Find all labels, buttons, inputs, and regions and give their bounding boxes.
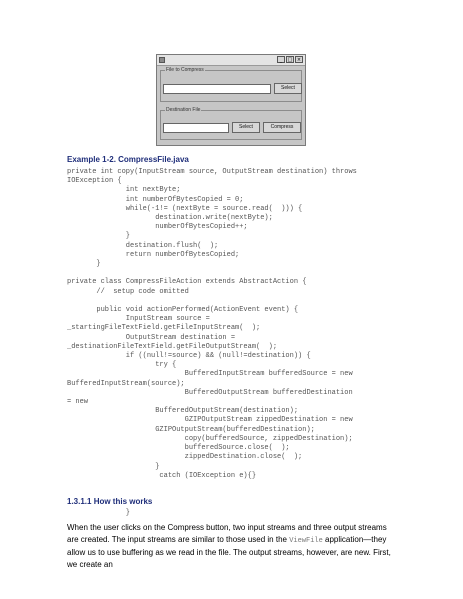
- code-line: private class CompressFileAction extends AbstractAction {: [67, 278, 307, 287]
- code-line: public void actionPerformed(ActionEvent event) {: [67, 306, 299, 315]
- code-line: int numberOfBytesCopied = 0;: [67, 195, 244, 204]
- select-destination-button[interactable]: Select: [232, 122, 260, 133]
- minimize-icon[interactable]: _: [277, 56, 285, 63]
- code-line: try {: [67, 361, 177, 370]
- code-line: IOException {: [67, 177, 122, 186]
- code-line: = new: [67, 398, 89, 407]
- code-line: OutputStream destination =: [67, 333, 236, 342]
- window-titlebar: [157, 55, 305, 66]
- code-line: GZIPOutputStream zippedDestination = new: [67, 416, 353, 425]
- select-source-button[interactable]: Select: [274, 83, 302, 94]
- code-line: GZIPOutputStream(bufferedDestination);: [67, 425, 315, 434]
- code-line: while(-1!= (nextByte = source.read( ))) {: [67, 204, 303, 213]
- code-line: copy(bufferedSource, zippedDestination);: [67, 434, 353, 443]
- destination-file-input[interactable]: [163, 123, 229, 133]
- code-line: BufferedOutputStream bufferedDestination: [67, 388, 353, 397]
- section-heading: 1.3.1.1 How this works: [67, 497, 153, 506]
- destination-file-group: [160, 107, 302, 140]
- source-file-label: File to Compress: [166, 67, 204, 73]
- example-heading: Example 1-2. CompressFile.java: [67, 155, 189, 164]
- code-line: BufferedInputStream(source);: [67, 379, 185, 388]
- code-line: private int copy(InputStream source, OutputStream destination) throws: [67, 168, 357, 176]
- code-line: }: [67, 260, 101, 269]
- code-line: _startingFileTextField.getFileInputStream( );: [67, 324, 261, 333]
- code-line: numberOfBytesCopied++;: [67, 223, 248, 232]
- code-line: zippedDestination.close( );: [67, 453, 303, 462]
- source-file-input[interactable]: [163, 84, 271, 94]
- code-line: }: [67, 232, 131, 241]
- code-line: destination.flush( );: [67, 241, 219, 250]
- code-line: BufferedOutputStream(destination);: [67, 407, 299, 416]
- code-listing: [67, 168, 357, 518]
- paragraph-text-2: application—they allow us to use buffering as we read in the file. The output streams, however, are new. First, we create an: [67, 535, 391, 569]
- source-file-group: [160, 67, 302, 102]
- code-line: return numberOfBytesCopied;: [67, 250, 240, 259]
- app-window-screenshot: [156, 54, 306, 146]
- code-line: catch (IOException e){}: [67, 471, 257, 480]
- maximize-icon[interactable]: □: [287, 57, 293, 63]
- code-line: InputStream source =: [67, 315, 210, 324]
- code-line: _destinationFileTextField.getFileOutputStream( );: [67, 342, 278, 351]
- code-line: }: [67, 462, 160, 471]
- code-line: destination.write(nextByte);: [67, 214, 273, 223]
- body-paragraph: [67, 522, 397, 571]
- destination-file-label: Destination File: [166, 107, 201, 113]
- app-icon: [159, 57, 165, 63]
- code-line: }: [67, 508, 131, 517]
- code-line: int nextByte;: [67, 186, 181, 195]
- close-icon[interactable]: ×: [296, 57, 302, 63]
- inline-code-viewfile: ViewFile: [289, 537, 323, 545]
- compress-button[interactable]: Compress: [263, 122, 301, 133]
- code-line: BufferedInputStream bufferedSource = new: [67, 370, 353, 379]
- code-line: bufferedSource.close( );: [67, 444, 290, 453]
- paragraph-text-1: When the user clicks on the Compress button, two input streams and three output streams are created. The input streams are similar to those used in the: [67, 523, 387, 544]
- code-line: if ((null!=source) && (null!=destination)) {: [67, 352, 311, 361]
- code-line: // setup code omitted: [67, 287, 189, 296]
